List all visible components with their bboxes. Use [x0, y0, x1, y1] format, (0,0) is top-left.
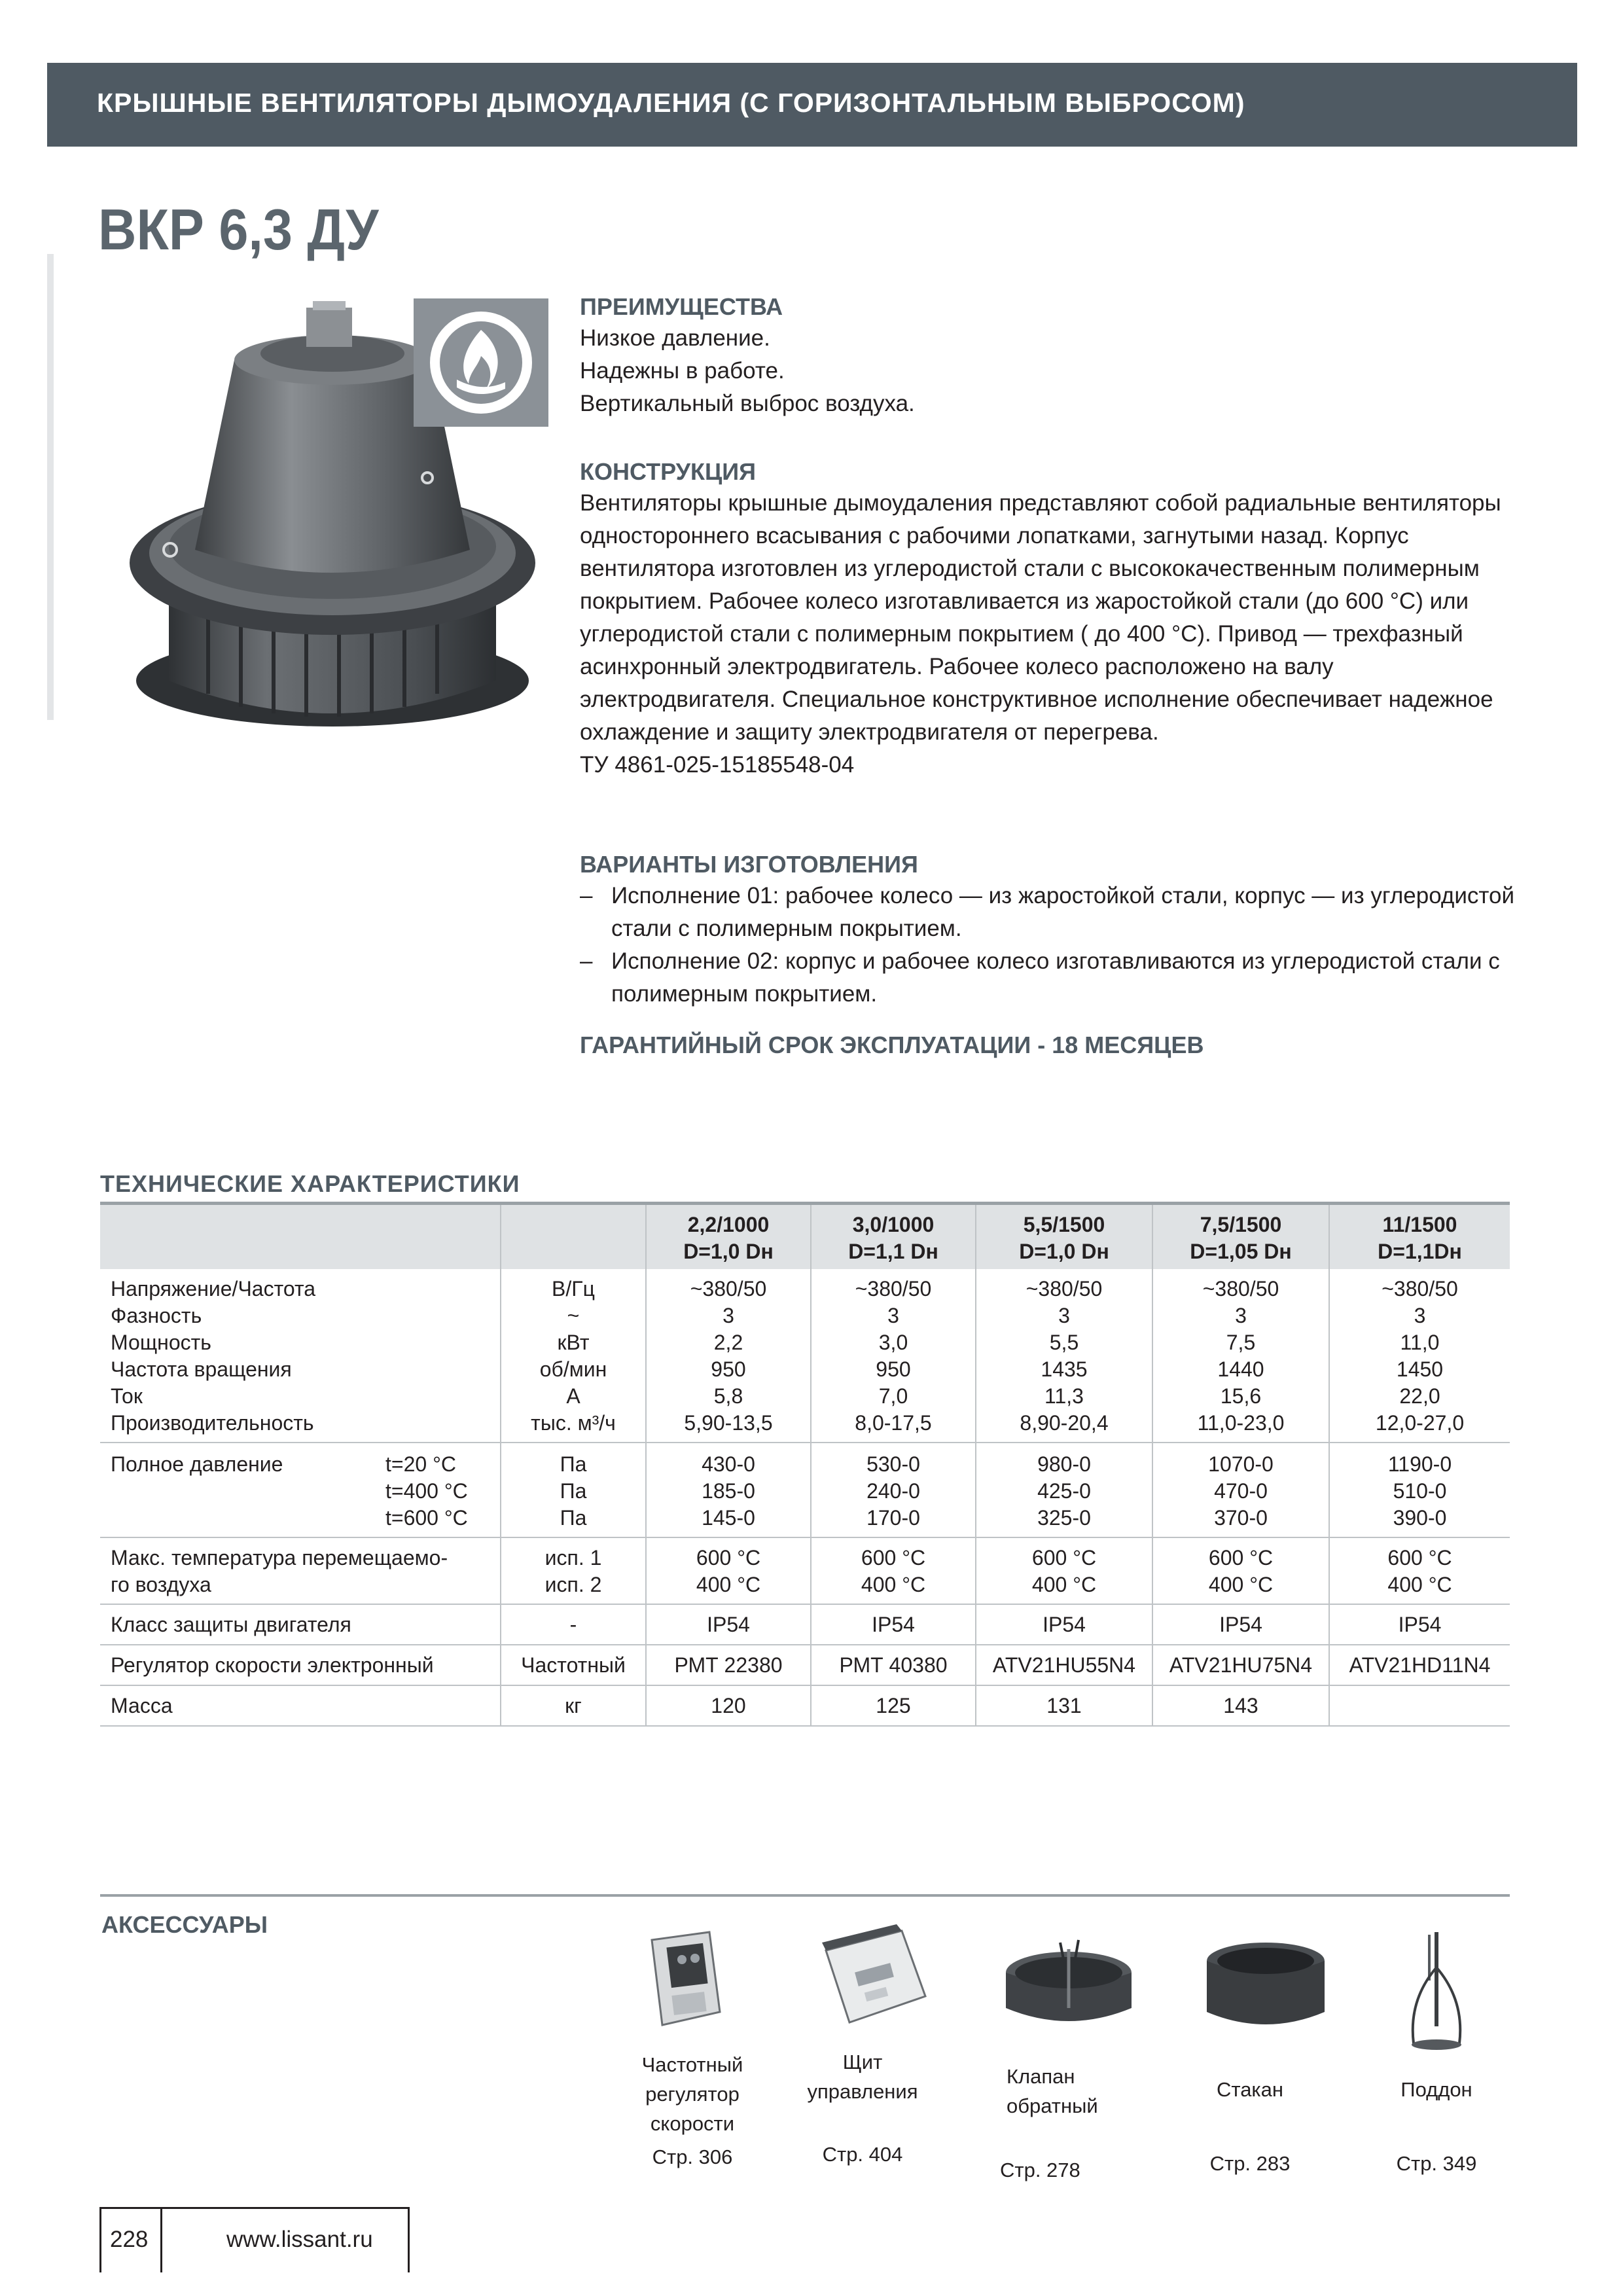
accessory-label: Клапан обратный	[1007, 2065, 1098, 2117]
variant-text: Исполнение 01: рабочее колесо — из жаростойкой стали, корпус — из углеродистой стали с полимерным покрытием.	[611, 883, 1515, 941]
param-unit: -	[501, 1604, 646, 1645]
control-panel-image	[817, 1924, 935, 2039]
protection-label: Класс защиты двигателя	[100, 1604, 501, 1645]
accessory-page-link[interactable]: Стр. 306	[652, 2145, 733, 2168]
list-dash: –	[580, 948, 593, 974]
mass-label: Масса	[100, 1685, 501, 1726]
model-value: IP54	[1329, 1604, 1510, 1645]
footer-divider	[160, 2207, 162, 2272]
table-row	[100, 1537, 1510, 1604]
model-values: 1070-0 470-0 370-0	[1152, 1443, 1329, 1537]
model-value: 125	[811, 1685, 976, 1726]
model-value: ATV21HU75N4	[1152, 1645, 1329, 1685]
model-values: 600 °С 400 °С	[1152, 1537, 1329, 1604]
accessory-label: Поддон	[1400, 2078, 1472, 2101]
left-decorative-strip	[47, 254, 54, 720]
model-values: ~380/50 3 11,0 1450 22,0 12,0-27,0	[1329, 1269, 1510, 1443]
accessories-title: АКСЕССУАРЫ	[101, 1911, 268, 1938]
model-value: IP54	[1152, 1604, 1329, 1645]
model-header: 2,2/1000 D=1,0 Dн	[646, 1204, 811, 1270]
model-value: 131	[976, 1685, 1152, 1726]
page-number: 228	[110, 2227, 149, 2252]
accessory-page-link[interactable]: Стр. 404	[822, 2143, 903, 2166]
model-values: 600 °С 400 °С	[1329, 1537, 1510, 1604]
construction-text: Вентиляторы крышные дымоудаления представляют собой радиальные вентиляторы одностороннего всасывания с рабочими лопатками, загнутыми назад. Корпус вентилятора изготовлен из углеродистой стали с высококачественным полимерным покрытием. Рабочее колесо изготавливается из жаростойкой стали (до 600 °С) или углеродистой стали с полимерным покрытием ( до 400 °С). Привод — трехфазный асинхронный электродвигатель. Рабочее колесо расположено на валу электродвигателя. Специальное конструктивное исполнение обеспечивает надежное охлаждение и защиту электродвигателя от перегрева.	[580, 490, 1501, 745]
table-row	[100, 1269, 1510, 1443]
model-value: РМТ 22380	[646, 1645, 811, 1685]
accessory-page-link[interactable]: Стр. 349	[1396, 2152, 1477, 2175]
model-values: 1190-0 510-0 390-0	[1329, 1443, 1510, 1537]
model-value: IP54	[976, 1604, 1152, 1645]
accessory-page-link[interactable]: Стр. 283	[1209, 2152, 1291, 2175]
model-value: IP54	[646, 1604, 811, 1645]
model-values: 530-0 240-0 170-0	[811, 1443, 976, 1537]
advantage-item: Низкое давление.	[580, 325, 770, 351]
model-value	[1329, 1685, 1510, 1726]
variant-item	[580, 945, 1522, 1011]
list-dash: –	[580, 883, 593, 908]
advantage-item: Надежны в работе.	[580, 358, 785, 384]
pressure-temps: t=20 °С t=400 °С t=600 °С	[367, 1443, 501, 1537]
drip-tray-image	[1400, 1928, 1472, 2056]
variants-heading: ВАРИАНТЫ ИЗГОТОВЛЕНИЯ	[580, 851, 918, 878]
footer-divider	[408, 2207, 410, 2272]
param-units: исп. 1 исп. 2	[501, 1537, 646, 1604]
model-header: 3,0/1000 D=1,1 Dн	[811, 1204, 976, 1270]
advantage-item: Вертикальный выброс воздуха.	[580, 391, 915, 416]
accessories-rule	[100, 1894, 1510, 1897]
accessory-label: Стакан	[1216, 2078, 1284, 2101]
accessory-page-link[interactable]: Стр. 278	[1000, 2159, 1080, 2181]
model-value: РМТ 40380	[811, 1645, 976, 1685]
model-header: 7,5/1500 D=1,05 Dн	[1152, 1204, 1329, 1270]
table-row	[100, 1604, 1510, 1645]
model-values: ~380/50 3 5,5 1435 11,3 8,90-20,4	[976, 1269, 1152, 1443]
model-values: ~380/50 3 3,0 950 7,0 8,0-17,5	[811, 1269, 976, 1443]
regulator-label: Регулятор скорости электронный	[100, 1645, 501, 1685]
product-title: ВКР 6,3 ДУ	[98, 197, 379, 262]
table-row	[100, 1443, 1510, 1537]
footer-top-line	[99, 2207, 410, 2209]
param-unit: кг	[501, 1685, 646, 1726]
website-link[interactable]: www.lissant.ru	[226, 2227, 373, 2252]
check-valve-image	[1001, 1936, 1136, 2047]
model-values: 600 °С 400 °С	[811, 1537, 976, 1604]
section-title: КРЫШНЫЕ ВЕНТИЛЯТОРЫ ДЫМОУДАЛЕНИЯ (С ГОРИЗОНТАЛЬНЫМ ВЫБРОСОМ)	[97, 88, 1245, 118]
tech-specs-title: ТЕХНИЧЕСКИЕ ХАРАКТЕРИСТИКИ	[100, 1170, 520, 1197]
advantages-heading: ПРЕИМУЩЕСТВА	[580, 293, 783, 320]
model-value: ATV21HU55N4	[976, 1645, 1152, 1685]
model-header: 11/1500 D=1,1Dн	[1329, 1204, 1510, 1270]
param-units: В/Гц ~ кВт об/мин А тыс. м³/ч	[501, 1269, 646, 1443]
tu-number: ТУ 4861-025-15185548-04	[580, 752, 855, 778]
variant-item	[580, 880, 1522, 945]
accessory-label: Частотный регулятор скорости	[641, 2053, 743, 2135]
frequency-regulator-image	[639, 1928, 730, 2030]
warranty-note: ГАРАНТИЙНЫЙ СРОК ЭКСПЛУАТАЦИИ - 18 МЕСЯЦЕВ	[580, 1031, 1204, 1058]
tech-specs-table	[100, 1202, 1510, 1727]
accessory-label: Щит управления	[807, 2051, 918, 2103]
table-row	[100, 1685, 1510, 1726]
variant-text: Исполнение 02: корпус и рабочее колесо изготавливаются из углеродистой стали с полимерным покрытием.	[611, 948, 1500, 1007]
mounting-glass-image	[1202, 1939, 1330, 2043]
model-value: 143	[1152, 1685, 1329, 1726]
model-values: 600 °С 400 °С	[646, 1537, 811, 1604]
model-values: ~380/50 3 7,5 1440 15,6 11,0-23,0	[1152, 1269, 1329, 1443]
model-value: 120	[646, 1685, 811, 1726]
fire-resistance-badge	[414, 298, 548, 427]
construction-heading: КОНСТРУКЦИЯ	[580, 458, 757, 485]
table-row	[100, 1645, 1510, 1685]
param-unit: Частотный	[501, 1645, 646, 1685]
model-values: 980-0 425-0 325-0	[976, 1443, 1152, 1537]
model-value: ATV21HD11N4	[1329, 1645, 1510, 1685]
param-labels: Напряжение/Частота Фазность Мощность Частота вращения Ток Производительность	[100, 1269, 501, 1443]
model-values: 430-0 185-0 145-0	[646, 1443, 811, 1537]
model-values: 600 °С 400 °С	[976, 1537, 1152, 1604]
table-header-row	[100, 1204, 1510, 1270]
footer-divider	[99, 2207, 101, 2272]
pressure-label: Полное давление	[100, 1443, 367, 1537]
model-value: IP54	[811, 1604, 976, 1645]
model-header: 5,5/1500 D=1,0 Dн	[976, 1204, 1152, 1270]
model-values: ~380/50 3 2,2 950 5,8 5,90-13,5	[646, 1269, 811, 1443]
maxtemp-label: Макс. температура перемещаемо- го воздуха	[100, 1537, 501, 1604]
param-units: Па Па Па	[501, 1443, 646, 1537]
